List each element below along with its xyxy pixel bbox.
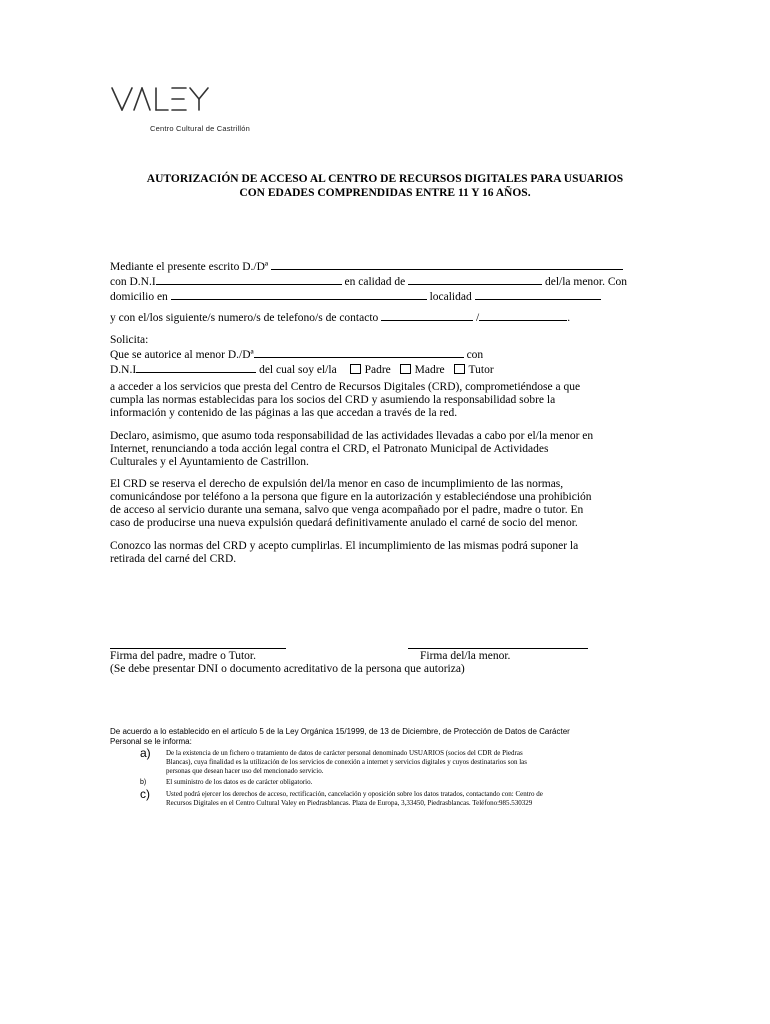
form-request: [110, 334, 670, 377]
capacity-field[interactable]: [408, 274, 542, 285]
signature-note: (Se debe presentar DNI o documento acreditativo de la persona que autoriza): [110, 663, 465, 675]
phone-2-field[interactable]: [479, 310, 567, 321]
form-line-guardian-name: Mediante el presente escrito D./Dª: [110, 259, 670, 274]
minor-dni-field[interactable]: [136, 362, 256, 373]
checkbox-tutor[interactable]: [454, 364, 465, 374]
form-line-phones: y con el/los siguiente/s numero/s de telefono/s de contacto / .: [110, 312, 571, 324]
address-field[interactable]: [171, 289, 427, 300]
phone-1-field[interactable]: [381, 310, 473, 321]
valey-logo: [110, 84, 214, 114]
guardian-name-field[interactable]: [271, 259, 623, 270]
parent-signature-label: Firma del padre, madre o Tutor.: [110, 650, 256, 662]
paragraph-access: a acceder a los servicios que presta del Centro de Recursos Digitales (CRD), comprometiéndose a que cumpla las normas establecidas para los socios del CRD y asumiendo la responsabilidad sobre la información y contenido de las páginas a las que accedan a través de la red.: [110, 381, 581, 419]
parent-signature-line[interactable]: [110, 648, 286, 649]
guardian-dni-field[interactable]: [156, 274, 342, 285]
minor-name-field[interactable]: [254, 347, 464, 358]
privacy-item-c: c) Usted podrá ejercer los derechos de acceso, rectificación, cancelación y oposición sobre los datos tratados, contactando con: Centro de Recursos Digitales en el Centro Cultural Valey en Piedrasblancas. Plaza de Europa, 3,33450, Piedrasblancas. Teléfono:985.530329: [140, 787, 543, 807]
checkbox-madre[interactable]: [400, 364, 411, 374]
logo-subtitle: Centro Cultural de Castrillón: [150, 124, 251, 133]
privacy-item-b: b) El suministro de los datos es de carácter obligatorio.: [140, 778, 313, 786]
minor-signature-label: Firma del/la menor.: [420, 650, 511, 662]
valey-logo-mark: [110, 84, 214, 114]
form-line-address: domicilio en localidad: [110, 289, 670, 304]
title-line-2: CON EDADES COMPRENDIDAS ENTRE 11 Y 16 AÑOS.: [239, 187, 531, 199]
form-line-minor-name: Que se autorice al menor D./Dª con: [110, 349, 484, 361]
title-line-1: AUTORIZACIÓN DE ACCESO AL CENTRO DE RECURSOS DIGITALES PARA USUARIOS: [146, 173, 624, 185]
paragraph-responsibility: Declaro, asimismo, que asumo toda responsabilidad de las actividades llevadas a cabo por el/la menor en Internet, renunciando a toda acción legal contra el CRD, el Patronato Municipal de Actividades Culturales y el Ayuntamiento de Castrillon.: [110, 430, 594, 468]
document-title: [95, 172, 675, 200]
form-guardian: [110, 259, 670, 304]
paragraph-rules: Conozco las normas del CRD y acepto cumplirlas. El incumplimiento de las mismas podrá suponer la retirada del carné del CRD.: [110, 540, 579, 565]
solicita-label: Solicita:: [110, 334, 149, 346]
form-line-minor-dni: D.N.I del cual soy el/la Padre Madre Tutor: [110, 364, 494, 376]
form-line-dni: con D.N.I en calidad de del/la menor. Con: [110, 276, 628, 288]
minor-signature-line[interactable]: [408, 648, 588, 649]
checkbox-padre[interactable]: [350, 364, 361, 374]
locality-field[interactable]: [475, 289, 601, 300]
privacy-item-a: a) De la existencia de un fichero o tratamiento de datos de carácter personal denominado USUARIOS (socios del CDR de Piedras Blancas), cuya finalidad es la utilización de los servicios de conexión a internet y servicios digitales y cuyos destinatarios son las personas que desean hacer uso del mencionado servicio.: [140, 746, 527, 775]
privacy-intro: De acuerdo a lo establecido en el artículo 5 de la Ley Orgánica 15/1999, de 13 de Diciembre, de Protección de Datos de Carácter Personal se le informa:: [110, 727, 570, 746]
paragraph-expulsion: El CRD se reserva el derecho de expulsión del/la menor en caso de incumplimiento de las normas, comunicándose por teléfono a la persona que figure en la autorización y estableciéndose una prohibición de acceso al servicio durante una semana, salvo que venga acompañado por el padre, madre o tutor. En caso de producirse una nueva expulsión quedará definitivamente anulado el carné de socio del menor.: [110, 478, 592, 529]
